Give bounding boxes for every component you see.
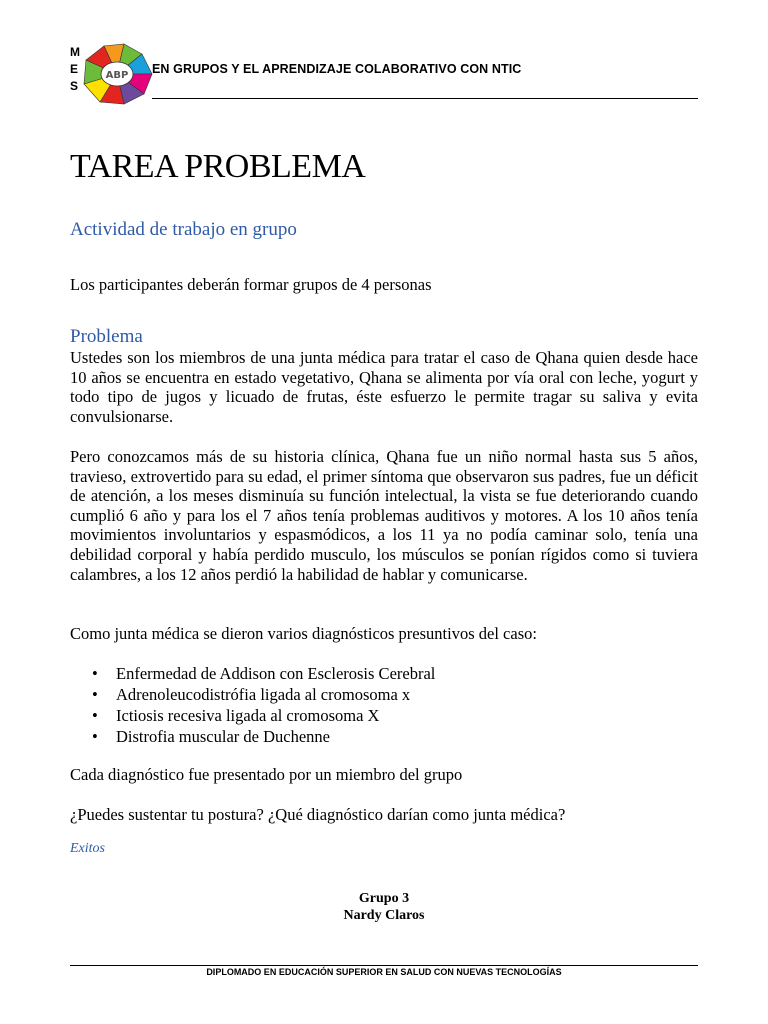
footer-text: DIPLOMADO EN EDUCACIÓN SUPERIOR EN SALUD CON NUEVAS TECNOLOGÍAS (206, 967, 562, 977)
list-item (70, 705, 698, 726)
question-text: ¿Puedes sustentar tu postura? ¿Qué diagnóstico darían como junta médica? (70, 805, 566, 824)
diagnoses-list (70, 663, 698, 747)
footer-divider (70, 965, 698, 966)
header-letter: E (70, 62, 79, 76)
problem-paragraph-2: Pero conozcamos más de su historia clínica, Qhana fue un niño normal hasta sus 5 años, travieso, extrovertido para su edad, el primer síntoma que observaron sus padres, fue un déficit de atención, a los meses disminuía su función intelectual, la vista se fue deteriorando cuando cumplió 6 año y para los el 7 años tenía problemas auditivos y motores. A los 10 años tenía movimientos involuntarios y espasmódicos, a los 11 ya no podía caminar solo, tenía una debilidad corporal y había perdido musculo, los músculos se ponían rígidos como si tuviera calambres, a los 12 años perdió la habilidad de hablar y comunicarse. (70, 447, 698, 584)
group-presentation-text: Cada diagnóstico fue presentado por un miembro del grupo (70, 765, 463, 784)
header-letter: S (70, 79, 79, 93)
diagnosis-text: Enfermedad de Addison con Esclerosis Cerebral (116, 664, 436, 683)
diagnosis-text: Distrofia muscular de Duchenne (116, 727, 330, 746)
bullet-icon: • (92, 664, 98, 683)
problem-heading: Problema (70, 326, 143, 347)
page-title: TAREA PROBLEMA (70, 148, 366, 185)
list-item (70, 663, 698, 684)
participants-text: Los participantes deberán formar grupos de 4 personas (70, 275, 432, 294)
header-title: EN GRUPOS Y EL APRENDIZAJE COLABORATIVO CON NTIC (152, 62, 522, 76)
closing-text: Exitos (70, 841, 105, 856)
abp-logo (80, 42, 154, 106)
bullet-icon: • (92, 727, 98, 746)
group-label: Grupo 3 (358, 891, 410, 906)
header-clipped-letters (70, 44, 80, 95)
bullet-icon: • (92, 685, 98, 704)
header-divider (152, 98, 698, 99)
header-letter: M (70, 45, 80, 59)
list-item (70, 684, 698, 705)
author-name: Nardy Claros (343, 908, 425, 923)
diagnosis-text: Ictiosis recesiva ligada al cromosoma X (116, 706, 380, 725)
activity-heading: Actividad de trabajo en grupo (70, 219, 297, 240)
logo-text: ABP (105, 70, 129, 81)
diagnoses-intro: Como junta médica se dieron varios diagnósticos presuntivos del caso: (70, 624, 537, 643)
list-item (70, 726, 698, 747)
diagnosis-text: Adrenoleucodistrófia ligada al cromosoma x (116, 685, 411, 704)
bullet-icon: • (92, 706, 98, 725)
problem-paragraph-1: Ustedes son los miembros de una junta médica para tratar el caso de Qhana quien desde hace 10 años se encuentra en estado vegetativo, Qhana se alimenta por vía oral con leche, yogurt y todo tipo de jugos y licuado de frutas, éste esfuerzo le permite tragar su saliva y evita convulsionarse. (70, 348, 698, 426)
